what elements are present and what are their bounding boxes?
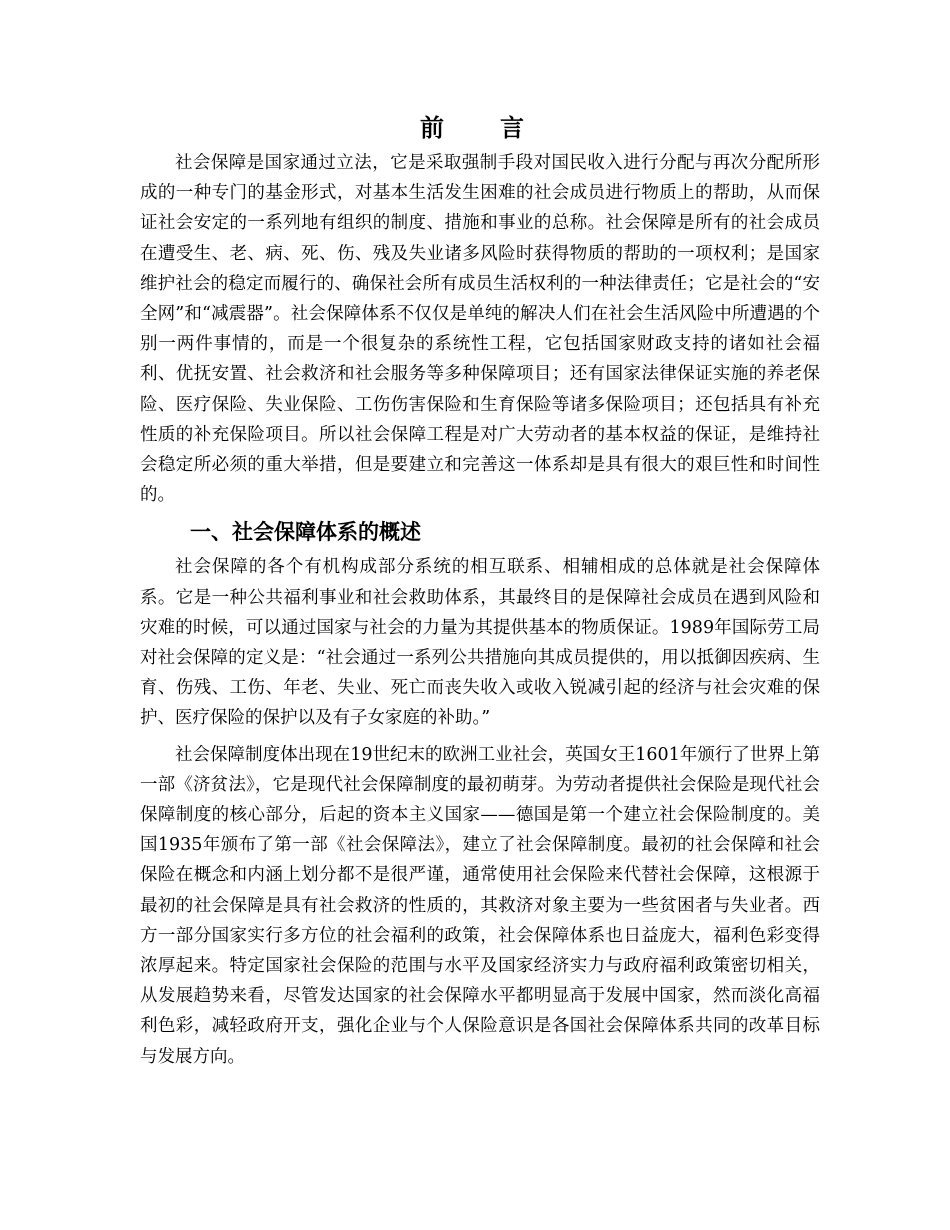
section-paragraph-1: 社会保障的各个有机构成部分系统的相互联系、相辅相成的总体就是社会保障体系。它是一种公共福利事业和社会救助体系，其最终目的是保障社会成员在遇到风险和灾难的时候，可以通过国家与社会的力量为其提供基本的物质保证。1989年国际劳工局对社会保障的定义是：“社会通过一系列公共措施向其成员提供的，用以抵御因疾病、生育、伤残、工伤、年老、失业、死亡而丧失收入或收入锐减引起的经济与社会灾难的保护、医疗保险的保护以及有子女家庭的补助。”	[140, 557, 820, 729]
section-paragraph-2: 社会保障制度体出现在19世纪末的欧洲工业社会，英国女王1601年颁行了世界上第一部《济贫法》，它是现代社会保障制度的最初萌芽。为劳动者提供社会保险是现代社会保障制度的核心部分，后起的资本主义国家——德国是第一个建立社会保险制度的。美国1935年颁布了第一部《社会保障法》，建立了社会保障制度。最初的社会保障和社会保险在概念和内涵上划分都不是很严谨，通常使用社会保险来代替社会保障，这根源于最初的社会保障是具有社会救济的性质的，其救济对象主要为一些贫困者与失业者。西方一部分国家实行多方位的社会福利的政策，社会保障体系也日益庞大，福利色彩变得浓厚起来。特定国家社会保险的范围与水平及国家经济实力与政府福利政策密切相关，从发展趋势来看，尽管发达国家的社会保障水平都明显高于发展中国家，然而淡化高福利色彩，减轻政府开支，强化企业与个人保险意识是各国社会保障体系共同的改革目标与发展方向。	[140, 744, 820, 1067]
document-page	[140, 110, 820, 1072]
section-heading: 一、社会保障体系的概述	[190, 520, 421, 545]
page-title: 前 言	[420, 114, 540, 142]
intro-paragraph: 社会保障是国家通过立法，它是采取强制手段对国民收入进行分配与再次分配所形成的一种专门的基金形式，对基本生活发生困难的社会成员进行物质上的帮助，从而保证社会安定的一系列地有组织的制度、措施和事业的总称。社会保障是所有的社会成员在遭受生、老、病、死、伤、残及失业诸多风险时获得物质的帮助的一项权利；是国家维护社会的稳定而履行的、确保社会所有成员生活权利的一种法律责任；它是社会的“安全网”和“减震器”。社会保障体系不仅仅是单纯的解决人们在社会生活风险中所遭遇的个别一两件事情的，而是一个很复杂的系统性工程，它包括国家财政支持的诸如社会福利、优抚安置、社会救济和社会服务等多种保障项目；还有国家法律保证实施的养老保险、医疗保险、失业保险、工伤伤害保险和生育保险等诸多保险项目；还包括具有补充性质的补充保险项目。所以社会保障工程是对广大劳动者的基本权益的保证，是维持社会稳定所必须的重大举措，但是要建立和完善这一体系却是具有很大的艰巨性和时间性的。	[140, 153, 820, 506]
